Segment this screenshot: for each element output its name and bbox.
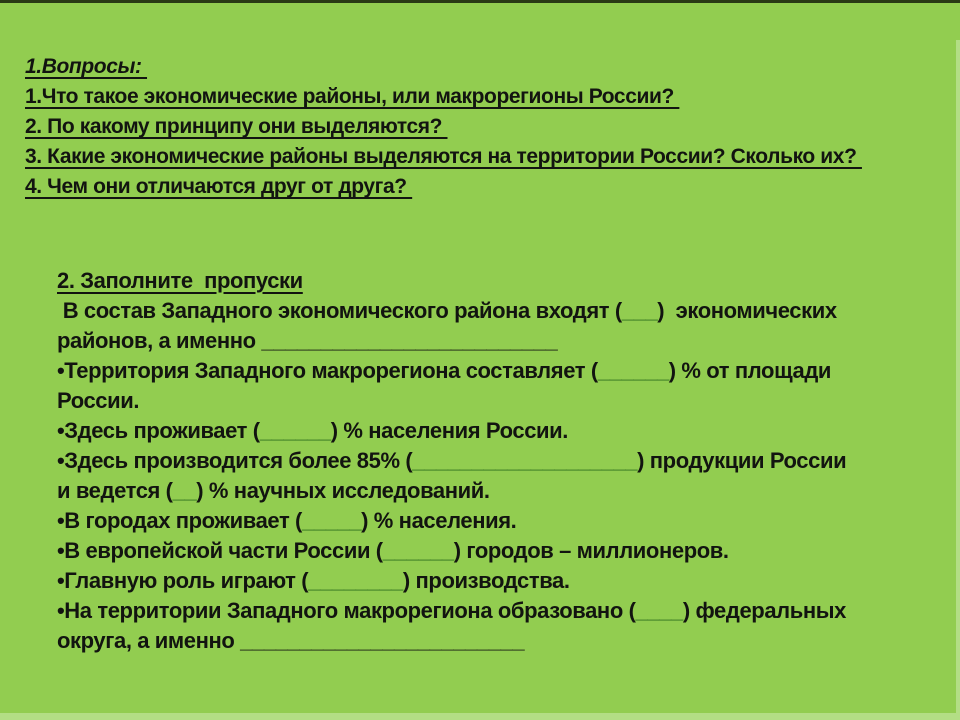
text-segment: ) % населения. — [361, 508, 517, 533]
exercise-line — [57, 416, 937, 446]
text-segment: ) % населения России. — [330, 418, 569, 443]
blank-segment: __ — [172, 478, 197, 503]
text-segment: •Здесь производится более 85% ( — [57, 448, 413, 473]
blank-segment: ____ — [635, 598, 683, 623]
exercise-line — [57, 356, 937, 386]
question-item-2: 2. По какому принципу они выделяются? — [25, 115, 448, 138]
blank-segment: _____ — [301, 508, 362, 533]
text-segment: округа, а именно — [57, 628, 241, 653]
text-segment: России. — [57, 388, 140, 413]
exercise-line — [57, 386, 937, 416]
text-segment: •Здесь проживает ( — [57, 418, 260, 443]
exercise-line — [57, 536, 937, 566]
exercise-line — [57, 446, 937, 476]
exercise-line — [57, 296, 937, 326]
blank-segment: ___ — [621, 298, 658, 323]
right-edge-strip — [956, 40, 960, 720]
text-segment: •На территории Западного макрорегиона образовано ( — [57, 598, 636, 623]
blank-segment: _________________________ — [261, 328, 558, 353]
text-segment: •Главную роль играют ( — [57, 568, 309, 593]
exercise-line — [57, 626, 937, 656]
exercise-line — [57, 326, 937, 356]
text-segment: •Территория Западного макрорегиона составляет ( — [57, 358, 598, 383]
exercise-block — [57, 266, 937, 656]
text-segment: ) экономических — [657, 298, 837, 323]
question-item-3: 3. Какие экономические районы выделяются на территории России? Сколько их? — [25, 145, 862, 168]
text-segment: В состав Западного экономического района входят ( — [57, 298, 622, 323]
blank-segment: ___________________ — [412, 448, 638, 473]
text-segment: ) производства. — [402, 568, 570, 593]
exercise-lines — [57, 296, 937, 656]
text-segment: •В городах проживает ( — [57, 508, 302, 533]
text-segment: и ведется ( — [57, 478, 173, 503]
text-segment: районов, а именно — [57, 328, 262, 353]
blank-segment: ______ — [259, 418, 331, 443]
blank-segment: ________________________ — [240, 628, 525, 653]
question-item-4: 4. Чем они отличаются друг от друга? — [25, 175, 413, 198]
exercise-line — [57, 596, 937, 626]
text-segment: ) городов – миллионеров. — [453, 538, 729, 563]
text-segment: ) федеральных — [682, 598, 846, 623]
bottom-edge-strip — [0, 713, 960, 720]
text-segment: ) % от площади — [668, 358, 832, 383]
exercise-line — [57, 566, 937, 596]
text-segment: ) продукции России — [637, 448, 847, 473]
text-segment: ) % научных исследований. — [196, 478, 490, 503]
text-segment: •В европейской части России ( — [57, 538, 383, 563]
blank-segment: ______ — [382, 538, 454, 563]
question-item-1: 1.Что такое экономические районы, или макрорегионы России? — [25, 85, 680, 108]
exercise-line — [57, 506, 937, 536]
top-edge-line — [0, 0, 960, 3]
questions-heading: 1.Вопросы: — [25, 55, 148, 78]
blank-segment: ________ — [308, 568, 403, 593]
exercise-heading: 2. Заполните пропуски — [57, 268, 303, 293]
blank-segment: ______ — [597, 358, 669, 383]
exercise-line — [57, 476, 937, 506]
questions-block — [25, 52, 950, 202]
